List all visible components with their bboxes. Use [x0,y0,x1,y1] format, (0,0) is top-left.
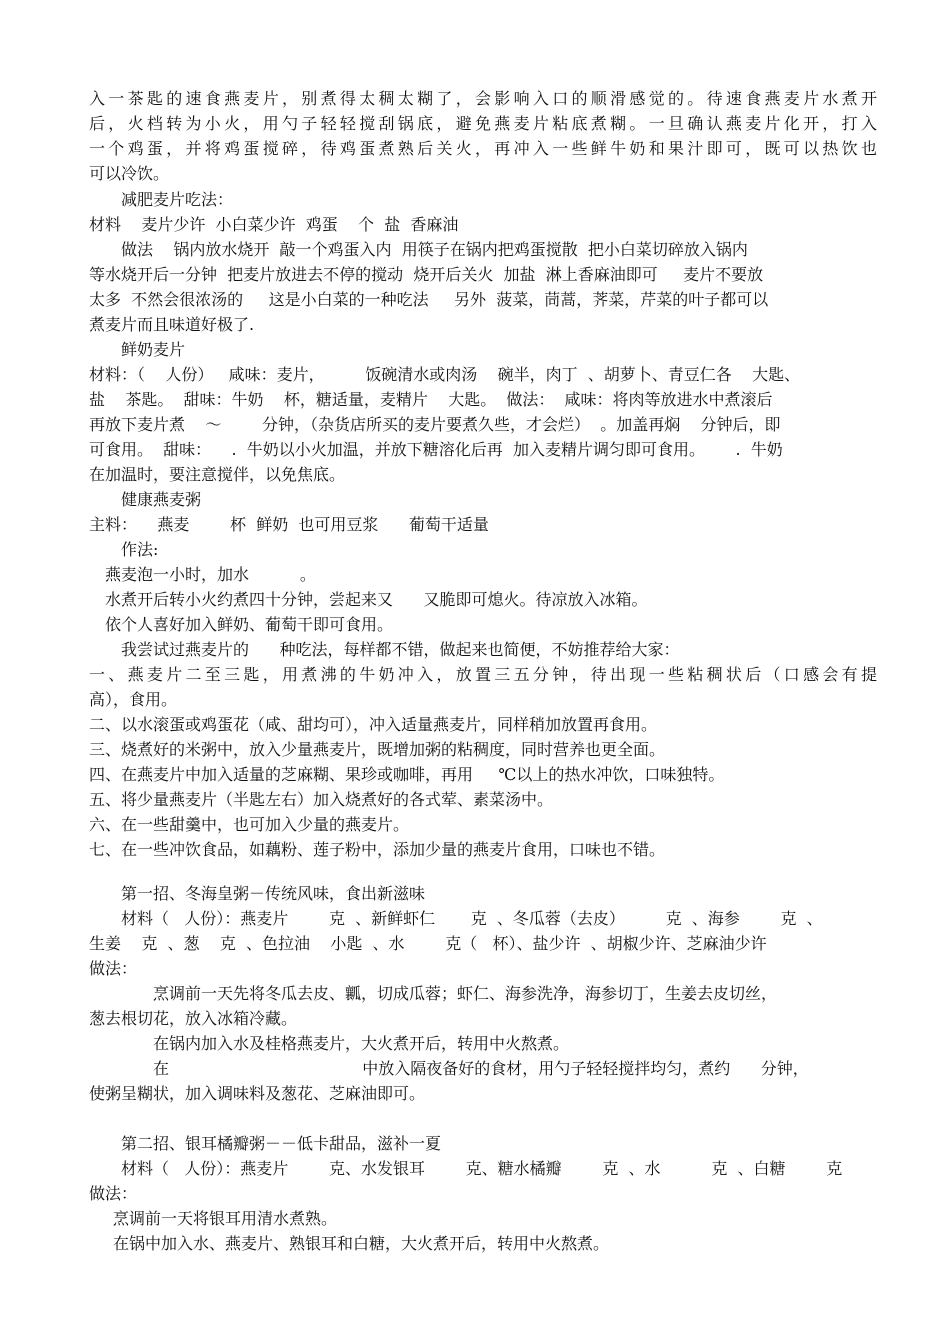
text-line: 减肥麦片吃法： [121,190,234,209]
text-line: 使粥呈糊状，加入调味料及葱花、芝麻油即可。 [89,1084,426,1103]
text-line: 烹调前一天将银耳用清水煮熟。 [113,1209,338,1228]
text-line: 主料： 燕麦 杯 鲜奶 也可用豆浆 葡萄干适量 [89,515,489,534]
text-line: 燕麦泡一小时，加水 。 [105,565,316,584]
text-line: 入一茶匙的速食燕麦片，别煮得太稠太糊了，会影响入口的顺滑感觉的。待速食燕麦片水煮开 [89,89,877,108]
text-line: 鲜奶麦片 [121,340,186,359]
text-line: 烹调前一天先将冬瓜去皮、瓤，切成瓜蓉；虾仁、海参洗净，海参切丁，生姜去皮切丝， [153,984,778,1003]
text-line: 做法： [89,959,138,978]
text-line: 做法 锅内放水烧开 敲一个鸡蛋入内 用筷子在锅内把鸡蛋搅散 把小白菜切碎放入锅内 [121,240,748,259]
text-line: 做法： [89,1184,138,1203]
text-line: 再放下麦片煮 ～ 分钟，（杂货店所买的麦片要煮久些，才会烂） 。加盖再焖 分钟后，即 [89,415,781,434]
text-line: 我尝试过燕麦片的 种吃法，每样都不错，做起来也简便，不妨推荐给大家： [121,640,680,659]
text-line: 高），食用。 [89,690,178,709]
text-line: 健康燕麦粥 [121,490,202,509]
text-line: 后，火档转为小火，用勺子轻轻搅刮锅底，避免燕麦片粘底煮糊。一旦确认燕麦片化开，打入 [89,114,877,133]
text-line: 一个鸡蛋，并将鸡蛋搅碎，待鸡蛋煮熟后关火，再冲入一些鲜牛奶和果汁即可，既可以热饮也 [89,139,877,158]
text-line: 在 中放入隔夜备好的食材，用勺子轻轻搅拌均匀，煮约 分钟， [153,1059,809,1078]
text-line: 第二招、银耳橘瓣粥－－低卡甜品，滋补一夏 [121,1134,442,1153]
text-line: 一、燕麦片二至三匙，用煮沸的牛奶冲入，放置三五分钟，待出现一些粘稠状后（口感会有提 [89,665,877,684]
text-line: 七、在一些冲饮食品，如藕粉、莲子粉中，添加少量的燕麦片食用，口味也不错。 [89,840,666,859]
text-line: 生姜 克 、葱 克 、色拉油 小匙 、水 克（ 杯）、盐少许 、胡椒少许、芝麻油少许 [89,934,767,953]
text-line: 五、将少量燕麦片（半匙左右）加入烧煮好的各式荤、素菜汤中。 [89,790,554,809]
text-line: 在锅内加入水及桂格燕麦片，大火煮开后，转用中火熬煮。 [153,1034,570,1053]
text-line: 盐 茶匙。 甜味：牛奶 杯，糖适量，麦精片 大匙。 做法： 咸味：将肉等放进水中煮滚后 [89,390,773,409]
text-line: 煮麦片而且味道好极了. [89,315,255,334]
text-line: 可食用。 甜味： . 牛奶以小火加温，并放下糖溶化后再 加入麦精片调匀即可食用。 . 牛奶 [89,440,783,459]
text-line: 在锅中加入水、燕麦片、熟银耳和白糖，大火煮开后，转用中火熬煮。 [113,1234,610,1253]
text-line: 依个人喜好加入鲜奶、葡萄干即可食用。 [105,615,394,634]
text-line: 在加温时，要注意搅伴，以免焦底。 [89,465,346,484]
text-line: 材料（ 人份）：燕麦片 克、水发银耳 克、糖水橘瓣 克 、水 克 、白糖 克 [121,1159,843,1178]
text-line: 六、在一些甜羹中，也可加入少量的燕麦片。 [89,815,410,834]
text-line: 太多 不然会很浓汤的 这是小白菜的一种吃法 另外 菠菜，茼蒿，荠菜，芹菜的叶子都可以 [89,290,769,309]
text-line: 三、烧煮好的米粥中，放入少量燕麦片，既增加粥的粘稠度，同时营养也更全面。 [89,740,666,759]
text-line: 第一招、冬海皇粥－传统风味，食出新滋味 [121,884,426,903]
text-line: 水煮开后转小火约煮四十分钟，尝起来又 又脆即可熄火。待凉放入冰箱。 [105,590,648,609]
text-line: 葱去根切花，放入冰箱冷藏。 [89,1009,298,1028]
text-line: 等水烧开后一分钟 把麦片放进去不停的搅动 烧开后关火 加盐 淋上香麻油即可 麦片不要放 [89,265,764,284]
text-line: 二、以水滚蛋或鸡蛋花（咸、甜均可），冲入适量燕麦片，同样稍加放置再食用。 [89,715,658,734]
text-line: 材料（ 人份）：燕麦片 克 、新鲜虾仁 克 、冬瓜蓉（去皮） 克 、海参 克 、 [121,909,823,928]
text-line: 可以冷饮。 [89,164,170,183]
text-line: 材料：（ 人份） 咸味：麦片， 饭碗清水或肉汤 碗半，肉丁 、胡萝卜、青豆仁各 大匙、 [89,365,801,384]
text-line: 材料 麦片少许 小白菜少许 鸡蛋 个 盐 香麻油 [89,215,459,234]
text-line: 四、在燕麦片中加入适量的芝麻糊、果珍或咖啡，再用 ℃以上的热水冲饮，口味独特。 [89,765,725,784]
text-line: 作法: [121,540,159,559]
